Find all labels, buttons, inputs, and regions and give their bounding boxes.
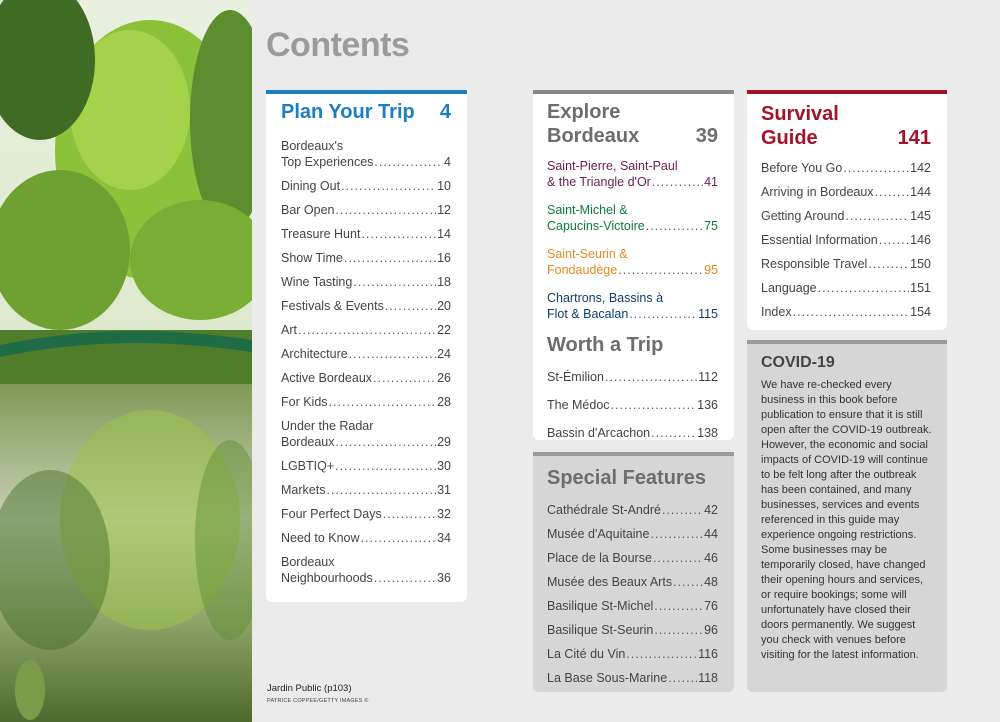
photo-credit: PATRICE COPPEE/GETTY IMAGES ©	[267, 698, 369, 704]
toc-entry-leader-row	[547, 598, 718, 614]
toc-entry-text-line: Saint-Seurin &	[547, 247, 628, 261]
dot-leader	[361, 530, 437, 546]
toc-entry-title: Bassin d'Arcachon	[547, 426, 651, 440]
toc-entry-title: La Base Sous-Marine	[547, 671, 668, 685]
toc-entry-title: & the Triangle d'Or	[547, 175, 651, 189]
card-accent-bar	[266, 90, 467, 94]
covid-notice-card	[747, 340, 947, 692]
covid-title: COVID-19	[761, 354, 835, 371]
toc-entry[interactable]	[547, 598, 718, 614]
toc-entry-text-line: Chartrons, Bassins à	[547, 291, 664, 305]
card-accent-bar	[747, 340, 947, 344]
toc-entry-text-line: Saint-Pierre, Saint-Paul	[547, 159, 678, 173]
dot-leader	[793, 304, 910, 320]
toc-entry-leader-row	[547, 369, 718, 385]
dot-leader	[668, 670, 697, 686]
section-title-line2: Guide	[761, 127, 818, 149]
toc-entry-text-line: Bordeaux	[281, 555, 335, 569]
toc-entry-title: Treasure Hunt	[281, 227, 361, 241]
toc-entry-leader-row	[761, 256, 931, 272]
toc-entry[interactable]	[547, 550, 718, 566]
toc-entry-leader-row	[761, 184, 931, 200]
plan-your-trip-card	[266, 90, 467, 602]
worth-a-trip-heading: Worth a Trip	[547, 334, 664, 356]
toc-entry[interactable]	[281, 418, 451, 450]
toc-entry-title: Markets	[281, 483, 326, 497]
dot-leader	[843, 160, 909, 176]
toc-entry-page: 76	[704, 599, 718, 613]
toc-entry-title: Basilique St-Michel	[547, 599, 654, 613]
toc-entry-leader-row	[281, 274, 451, 290]
toc-entry-page: 95	[704, 263, 718, 277]
toc-entry-title: Getting Around	[761, 209, 845, 223]
toc-entry-leader-row	[761, 304, 931, 320]
toc-entry-text-line: Under the Radar	[281, 419, 374, 433]
section-page-number[interactable]: 39	[695, 125, 718, 147]
dot-leader	[385, 298, 436, 314]
toc-entry-page: 41	[704, 175, 718, 189]
neighbourhood-list	[547, 158, 718, 322]
toc-entry-title: Neighbourhoods	[281, 571, 373, 585]
dot-leader	[383, 506, 436, 522]
special-features-list	[547, 502, 718, 686]
toc-entry[interactable]	[281, 226, 451, 242]
toc-entry[interactable]	[281, 346, 451, 362]
toc-entry[interactable]	[547, 369, 718, 385]
toc-entry-leader-row	[547, 550, 718, 566]
toc-entry-leader-row	[547, 425, 718, 441]
toc-entry-leader-row	[281, 530, 451, 546]
toc-entry-leader-row	[281, 226, 451, 242]
dot-leader	[868, 256, 909, 272]
toc-entry-title: The Médoc	[547, 398, 610, 412]
toc-entry-title: Bordeaux	[281, 435, 335, 449]
toc-entry-title: Bar Open	[281, 203, 335, 217]
toc-entry-page: 48	[704, 575, 718, 589]
toc-entry-leader-row	[281, 482, 451, 498]
dot-leader	[651, 425, 696, 441]
toc-entry-page: 4	[444, 155, 451, 169]
special-features-card	[533, 452, 734, 692]
toc-entry[interactable]	[761, 280, 931, 296]
toc-entry-leader-row	[547, 218, 718, 234]
toc-entry-page: 96	[704, 623, 718, 637]
toc-entry-leader-row	[547, 502, 718, 518]
toc-entry-page: 29	[437, 435, 451, 449]
toc-entry[interactable]	[547, 622, 718, 638]
covid-text: We have re-checked every business in this book before publication to ensure that it is still open after the COVID-19 outbreak. However, the economic and social impacts of COVID-19 will continue to be felt long after the outbreak has been contained, and many businesses, services and events referenced in this guide may experience ongoing restrictions. Some businesses may be temporarily closed, have changed their opening hours and services, or require bookings; some will unfortunately have closed their doors permanently. We suggest you check with venues before visiting for the latest information.	[761, 379, 932, 661]
dot-leader	[845, 208, 909, 224]
toc-entry[interactable]	[761, 256, 931, 272]
toc-entry[interactable]	[281, 202, 451, 218]
toc-entry[interactable]	[281, 298, 451, 314]
section-page-number[interactable]: 4	[439, 101, 451, 123]
toc-entry[interactable]	[761, 184, 931, 200]
dot-leader	[298, 322, 436, 338]
dot-leader	[336, 434, 437, 450]
toc-entry[interactable]	[547, 574, 718, 590]
dot-leader	[652, 174, 703, 190]
card-accent-bar	[533, 90, 734, 94]
dot-leader	[629, 306, 697, 322]
toc-entry-leader-row	[281, 178, 451, 194]
dot-leader	[673, 574, 703, 590]
toc-entry-page: 22	[437, 323, 451, 337]
toc-entry-title: Fondaudège	[547, 263, 618, 277]
section-heading	[281, 100, 451, 124]
toc-entry-leader-row	[761, 280, 931, 296]
toc-entry-page: 154	[910, 305, 931, 319]
toc-entry[interactable]	[761, 232, 931, 248]
section-heading	[547, 100, 718, 148]
toc-entry-leader-row	[547, 397, 718, 413]
toc-entry-page: 46	[704, 551, 718, 565]
toc-entry-leader-row	[281, 370, 451, 386]
toc-entry-leader-row	[281, 154, 451, 170]
toc-entry-title: Need to Know	[281, 531, 360, 545]
toc-entry-title: LGBTIQ+	[281, 459, 335, 473]
toc-entry-text-line: Saint-Michel &	[547, 203, 628, 217]
toc-entry-leader-row	[281, 346, 451, 362]
toc-entry-page: 34	[437, 531, 451, 545]
toc-entry-leader-row	[281, 202, 451, 218]
toc-entry[interactable]	[547, 670, 718, 686]
toc-entry-page: 44	[704, 527, 718, 541]
toc-entry[interactable]	[281, 250, 451, 266]
toc-entry[interactable]	[281, 458, 451, 474]
toc-entry-leader-row	[761, 208, 931, 224]
dot-leader	[605, 369, 697, 385]
toc-entry-leader-row	[281, 434, 451, 450]
toc-entry-leader-row	[547, 306, 718, 322]
toc-entry-leader-row	[281, 458, 451, 474]
toc-entry-page: 24	[437, 347, 451, 361]
section-title: Special Features	[547, 467, 706, 489]
card-accent-bar	[533, 452, 734, 456]
dot-leader	[626, 646, 697, 662]
toc-entry-page: 36	[437, 571, 451, 585]
toc-entry-title: La Cité du Vin	[547, 647, 626, 661]
section-page-number[interactable]: 141	[897, 127, 931, 149]
toc-entry-leader-row	[547, 646, 718, 662]
section-heading	[547, 466, 718, 490]
toc-entry[interactable]	[547, 502, 718, 518]
toc-entry[interactable]	[281, 482, 451, 498]
toc-entry-title: Flot & Bacalan	[547, 307, 629, 321]
toc-entry-page: 28	[437, 395, 451, 409]
toc-entry[interactable]	[547, 246, 718, 278]
dot-leader	[329, 394, 437, 410]
toc-entry-title: Four Perfect Days	[281, 507, 382, 521]
toc-entry-leader-row	[281, 506, 451, 522]
toc-entry-title: Show Time	[281, 251, 343, 265]
toc-entry-page: 75	[704, 219, 718, 233]
toc-entry-leader-row	[547, 622, 718, 638]
toc-entry-title: Top Experiences	[281, 155, 374, 169]
toc-entry-title: Dining Out	[281, 179, 341, 193]
toc-entry-page: 42	[704, 503, 718, 517]
toc-entry[interactable]	[761, 160, 931, 176]
dot-leader	[611, 397, 697, 413]
toc-entry[interactable]	[761, 304, 931, 320]
toc-entry-title: Cathédrale St-André	[547, 503, 661, 517]
toc-entry-page: 150	[910, 257, 931, 271]
toc-entry[interactable]	[547, 425, 718, 441]
toc-entry-leader-row	[547, 574, 718, 590]
toc-entry-page: 12	[437, 203, 451, 217]
toc-entry-title: Basilique St-Seurin	[547, 623, 654, 637]
toc-entry[interactable]	[281, 274, 451, 290]
toc-entry-page: 31	[437, 483, 451, 497]
toc-entry[interactable]	[281, 554, 451, 586]
dot-leader	[875, 184, 910, 200]
toc-entry[interactable]	[281, 138, 451, 170]
toc-entry-page: 26	[437, 371, 451, 385]
toc-entry-leader-row	[547, 174, 718, 190]
toc-entry-title: Festivals & Events	[281, 299, 384, 313]
toc-entry-title: Architecture	[281, 347, 348, 361]
toc-entry-page: 118	[698, 671, 718, 685]
toc-entry-page: 145	[910, 209, 931, 223]
toc-entry-title: Place de la Bourse	[547, 551, 652, 565]
section-heading	[761, 102, 931, 150]
dot-leader	[646, 218, 703, 234]
worth-a-trip-list	[547, 369, 718, 441]
dot-leader	[650, 526, 703, 542]
toc-entry[interactable]	[547, 646, 718, 662]
toc-entry-page: 16	[437, 251, 451, 265]
toc-entry[interactable]	[281, 530, 451, 546]
toc-entry-leader-row	[547, 526, 718, 542]
survival-guide-list	[761, 160, 931, 320]
dot-leader	[618, 262, 703, 278]
section-title-line1: Survival	[761, 103, 839, 125]
toc-entry-page: 10	[437, 179, 451, 193]
toc-entry-page: 112	[698, 370, 718, 384]
toc-entry-page: 32	[437, 507, 451, 521]
toc-entry-leader-row	[281, 570, 451, 586]
dot-leader	[654, 598, 703, 614]
page-title: Contents	[266, 26, 410, 64]
dot-leader	[818, 280, 910, 296]
dot-leader	[335, 458, 436, 474]
cover-photo-jardin-public	[0, 0, 252, 722]
photo-caption: Jardin Public (p103)	[267, 683, 352, 694]
toc-entry-title: Responsible Travel	[761, 257, 868, 271]
toc-entry-title: Language	[761, 281, 817, 295]
section-title: Plan Your Trip	[281, 101, 415, 123]
toc-entry-leader-row	[281, 322, 451, 338]
toc-entry-leader-row	[281, 250, 451, 266]
toc-entry-page: 30	[437, 459, 451, 473]
toc-entry-title: Capucins-Victoire	[547, 219, 645, 233]
dot-leader	[654, 622, 703, 638]
toc-entry-page: 144	[910, 185, 931, 199]
dot-leader	[353, 274, 436, 290]
dot-leader	[879, 232, 909, 248]
toc-entry-leader-row	[547, 262, 718, 278]
toc-entry-page: 116	[698, 647, 718, 661]
toc-entry-leader-row	[281, 298, 451, 314]
toc-entry-page: 14	[437, 227, 451, 241]
dot-leader	[653, 550, 703, 566]
toc-entry[interactable]	[547, 290, 718, 322]
toc-entry-page: 18	[437, 275, 451, 289]
toc-entry-page: 136	[697, 398, 718, 412]
toc-entry[interactable]	[281, 506, 451, 522]
toc-entry-title: Musée des Beaux Arts	[547, 575, 673, 589]
toc-entry[interactable]	[281, 322, 451, 338]
toc-entry-leader-row	[281, 394, 451, 410]
toc-entry-title: Art	[281, 323, 297, 337]
dot-leader	[374, 570, 436, 586]
toc-entry[interactable]	[547, 202, 718, 234]
toc-entry-title: Before You Go	[761, 161, 843, 175]
toc-entry-page: 151	[910, 281, 931, 295]
toc-entry-text-line: Bordeaux's	[281, 139, 344, 153]
toc-entry-title: St-Émilion	[547, 370, 604, 384]
toc-entry[interactable]	[281, 370, 451, 386]
toc-entry-page: 138	[697, 426, 718, 440]
toc-entry-title: Arriving in Bordeaux	[761, 185, 874, 199]
section-title-line2: Bordeaux	[547, 125, 640, 147]
toc-entry[interactable]	[281, 178, 451, 194]
toc-entry-leader-row	[547, 670, 718, 686]
dot-leader	[662, 502, 703, 518]
toc-entry[interactable]	[547, 158, 718, 190]
dot-leader	[374, 154, 443, 170]
toc-entry-title: For Kids	[281, 395, 328, 409]
dot-leader	[326, 482, 436, 498]
toc-entry-title: Active Bordeaux	[281, 371, 373, 385]
dot-leader	[336, 202, 437, 218]
plan-list	[281, 138, 451, 586]
park-photo-illustration	[0, 0, 252, 722]
toc-entry-title: Wine Tasting	[281, 275, 353, 289]
toc-entry-title: Musée d'Aquitaine	[547, 527, 650, 541]
toc-entry-title: Essential Information	[761, 233, 878, 247]
toc-entry-leader-row	[761, 232, 931, 248]
toc-entry-leader-row	[761, 160, 931, 176]
survival-guide-card	[747, 90, 947, 330]
dot-leader	[341, 178, 436, 194]
dot-leader	[349, 346, 436, 362]
toc-entry[interactable]	[547, 526, 718, 542]
toc-entry-page: 20	[437, 299, 451, 313]
toc-entry-title: Index	[761, 305, 792, 319]
toc-entry[interactable]	[547, 397, 718, 413]
dot-leader	[373, 370, 436, 386]
toc-entry[interactable]	[281, 394, 451, 410]
toc-entry-page: 142	[910, 161, 931, 175]
card-accent-bar	[747, 90, 947, 94]
toc-entry[interactable]	[761, 208, 931, 224]
toc-entry-page: 146	[910, 233, 931, 247]
explore-bordeaux-card	[533, 90, 734, 440]
dot-leader	[344, 250, 436, 266]
dot-leader	[361, 226, 436, 242]
section-title-line1: Explore	[547, 101, 621, 123]
toc-entry-page: 115	[698, 307, 718, 321]
